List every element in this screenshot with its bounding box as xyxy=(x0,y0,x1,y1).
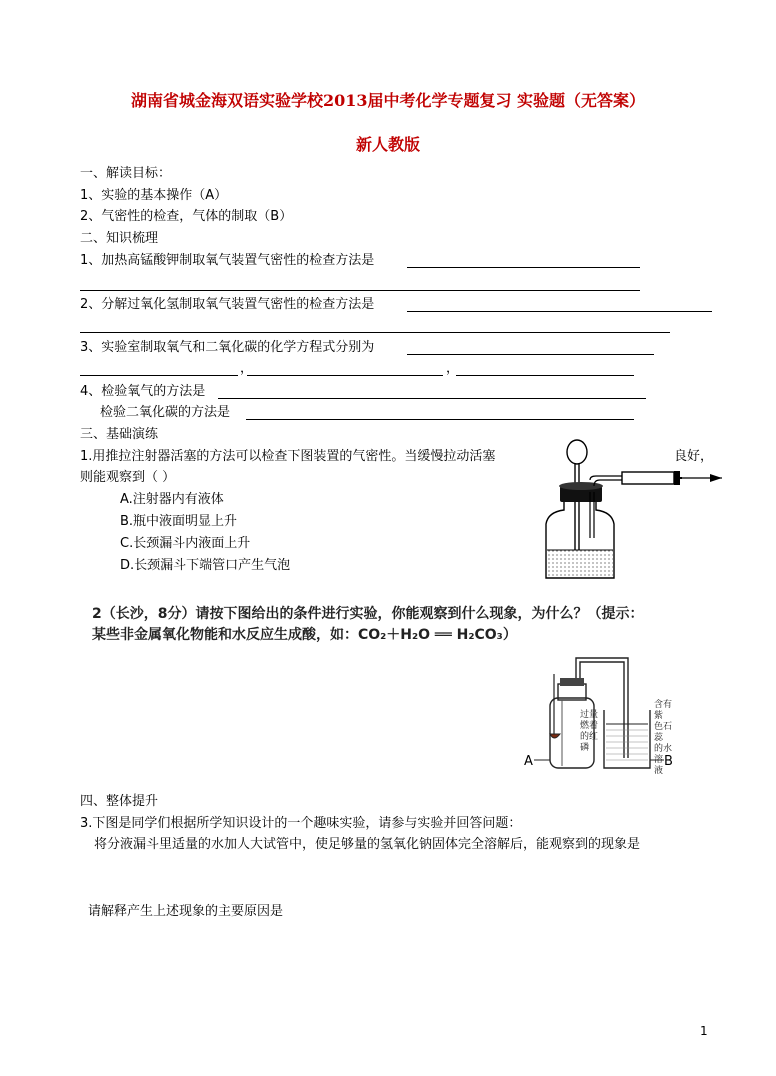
section2-q3: 3、实验室制取氧气和二氧化碳的化学方程式分别为 xyxy=(80,340,375,355)
section2-q4a: 4、检验氧气的方法是 xyxy=(80,384,206,399)
page-number: 1 xyxy=(700,1024,708,1038)
section3-q2-line1: 2（长沙，8分）请按下图给出的条件进行实验，你能观察到什么现象，为什么？（提示： xyxy=(92,606,644,622)
section3-q1-line1-end: 良好， xyxy=(674,449,714,464)
answer-line xyxy=(456,375,634,376)
section2-q2: 2、分解过氧化氢制取氧气装置气密性的检查方法是 xyxy=(80,297,375,312)
section2-q4b: 检验二氧化碳的方法是 xyxy=(100,405,231,420)
section3-q2-line2: 某些非金属氧化物能和水反应生成酸，如：CO₂＋H₂O ══ H₂CO₃） xyxy=(92,627,517,643)
section3-q1-line2: 则能观察到（ ） xyxy=(80,470,176,485)
section4-q3-line3: 请解释产生上述现象的主要原因是 xyxy=(88,904,284,919)
answer-line xyxy=(407,354,654,355)
answer-line xyxy=(407,267,640,268)
figure2-left-label: 过量 燃着 的红 磷 xyxy=(580,710,599,753)
section1-heading: 一、解读目标： xyxy=(80,166,172,181)
page-title: 湖南省城金海双语实验学校2013届中考化学专题复习 实验题（无答案） xyxy=(130,91,646,110)
section3-heading: 三、基础演练 xyxy=(80,427,159,442)
answer-line xyxy=(407,311,712,312)
section2-q1: 1、加热高锰酸钾制取氧气装置气密性的检查方法是 xyxy=(80,253,375,268)
answer-line xyxy=(218,398,646,399)
answer-line xyxy=(246,419,634,420)
comma: ， xyxy=(240,361,254,376)
option-a: A.注射器内有液体 xyxy=(120,492,224,507)
option-b: B.瓶中液面明显上升 xyxy=(120,514,238,529)
section4-heading: 四、整体提升 xyxy=(80,794,159,809)
comma: ， xyxy=(446,361,460,376)
option-d: D.长颈漏斗下端管口产生气泡 xyxy=(120,558,291,573)
section1-item-2: 2、气密性的检查，气体的制取（B） xyxy=(80,209,293,224)
answer-line xyxy=(80,332,670,333)
section4-q3-line1: 3.下图是同学们根据所学知识设计的一个趣味实验，请参与实验并回答问题： xyxy=(80,816,522,831)
page-subtitle: 新人教版 xyxy=(355,135,420,154)
syringe-apparatus-figure xyxy=(540,438,730,580)
figure2-label-a: A xyxy=(524,754,533,769)
answer-line xyxy=(80,290,640,291)
section2-heading: 二、知识梳理 xyxy=(80,231,159,246)
section1-item-1: 1、实验的基本操作（A） xyxy=(80,188,228,203)
figure2-label-b: B xyxy=(664,754,673,769)
answer-line xyxy=(80,375,238,376)
section4-q3-line2: 将分液漏斗里适量的水加人大试管中，使足够量的氢氧化钠固体完全溶解后，能观察到的现象是 xyxy=(94,837,641,852)
section3-q1-line1: 1.用推拉注射器活塞的方法可以检查下图装置的气密性。当缓慢拉动活塞 xyxy=(80,449,496,464)
answer-line xyxy=(247,375,443,376)
figure2-right-label: 含有紫 色石蕊 的水溶 液 xyxy=(654,700,673,776)
option-c: C.长颈漏斗内液面上升 xyxy=(120,536,251,551)
